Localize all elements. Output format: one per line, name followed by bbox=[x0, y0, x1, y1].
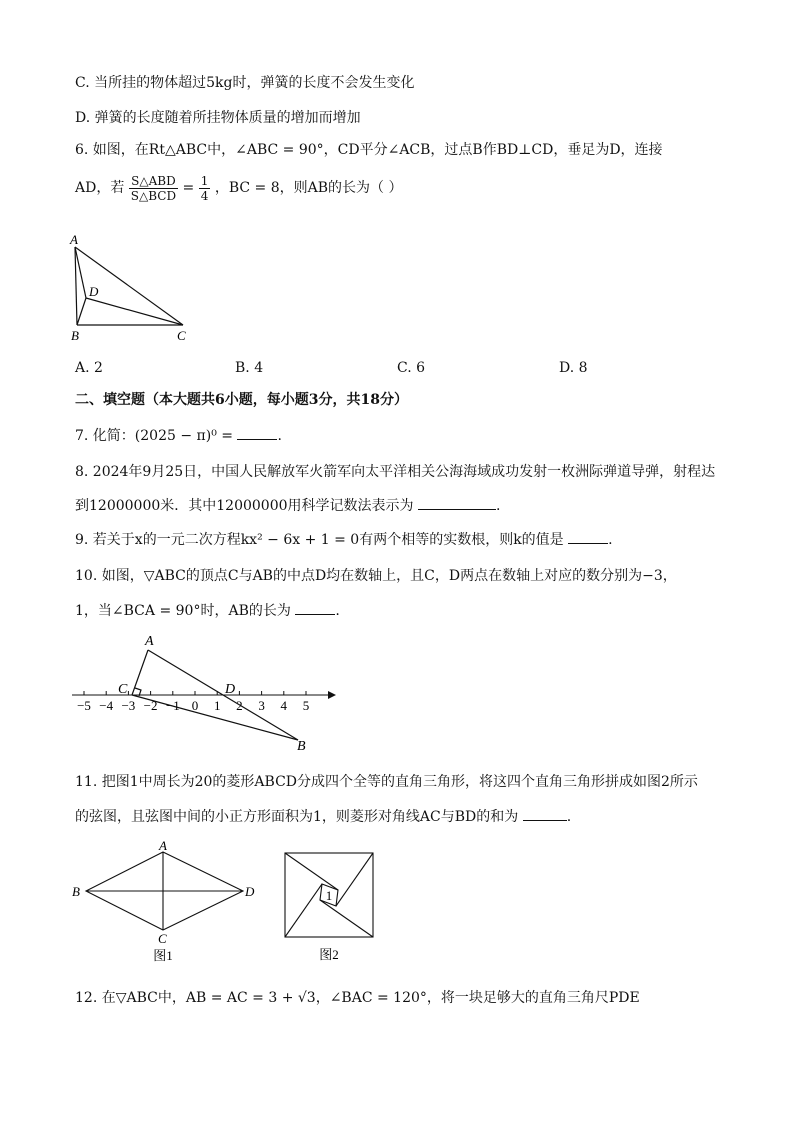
q11-line1: 11. 把图1中周长为20的菱形ABCD分成四个全等的直角三角形，将这四个直角三角形拼成如图2所示 bbox=[75, 774, 698, 790]
q8-end: . bbox=[495, 498, 501, 514]
q9-answer-blank[interactable] bbox=[568, 529, 608, 544]
q11-fig1-label-b: B bbox=[72, 884, 80, 899]
q10-line2 bbox=[75, 600, 340, 621]
tick-label: −2 bbox=[143, 698, 158, 713]
q8-answer-blank[interactable] bbox=[418, 495, 496, 510]
q10-end: . bbox=[335, 603, 340, 619]
q11-fig1-label-c: C bbox=[158, 931, 167, 946]
q6-frac-den: S△BCD bbox=[130, 188, 177, 203]
q12-line: 12. 在▽ABC中，AB = AC = 3 + √3，∠BAC = 120°，将一块足够大的直角三角尺PDE bbox=[75, 990, 640, 1006]
q6-pre: AD，若 bbox=[75, 180, 125, 196]
q9-line bbox=[75, 529, 613, 550]
q6-value-fraction bbox=[199, 174, 211, 203]
q11-fig2-center-label: 1 bbox=[325, 888, 333, 903]
tick-label: −5 bbox=[77, 698, 91, 713]
q6-label-c: C bbox=[177, 328, 186, 343]
tick-label: 1 bbox=[213, 698, 221, 713]
q11-figure1 bbox=[68, 838, 268, 968]
q7-text: 7. 化简：(2025 − π)⁰ = bbox=[75, 428, 233, 444]
q10-text: 1，当∠BCA = 90°时，AB的长为 bbox=[75, 603, 291, 619]
q11-figure2 bbox=[280, 848, 380, 968]
tick-label: 4 bbox=[280, 698, 288, 713]
q10-answer-blank[interactable] bbox=[295, 600, 335, 615]
tick-label: 0 bbox=[191, 698, 199, 713]
q10-label-c: C bbox=[118, 682, 128, 697]
q6-post: ，BC = 8，则AB的长为（ ） bbox=[214, 180, 403, 196]
q6-line1: 6. 如图，在Rt△ABC中，∠ABC = 90°，CD平分∠ACB，过点B作BD⊥CD，垂足为D，连接 bbox=[75, 142, 663, 158]
q11-fig2-caption: 图2 bbox=[319, 947, 339, 962]
q11-answer-blank[interactable] bbox=[523, 806, 567, 821]
q6-area-fraction bbox=[129, 174, 178, 203]
q11-end: . bbox=[566, 809, 572, 825]
number-line-tick-labels bbox=[77, 698, 309, 713]
q10-label-d: D bbox=[225, 682, 236, 697]
q7-end: . bbox=[277, 428, 282, 444]
q8-line2 bbox=[75, 495, 500, 516]
q6-label-d: D bbox=[89, 284, 99, 299]
q6-figure bbox=[65, 230, 205, 345]
q9-end: . bbox=[608, 532, 613, 548]
tick-label: −1 bbox=[165, 698, 180, 713]
tick-label: −3 bbox=[121, 698, 136, 713]
tick-label: 5 bbox=[302, 698, 310, 713]
q6-option-b[interactable]: B. 4 bbox=[235, 360, 264, 376]
q11-fig1-caption: 图1 bbox=[153, 948, 173, 963]
q6-eq: = bbox=[182, 180, 195, 196]
q6-option-c[interactable]: C. 6 bbox=[397, 360, 426, 376]
q6-frac-num: S△ABD bbox=[129, 174, 178, 189]
q6-option-a[interactable]: A. 2 bbox=[75, 360, 103, 376]
option-c-text: C. 当所挂的物体超过5kg时，弹簧的长度不会发生变化 bbox=[75, 75, 415, 91]
q6-val-num: 1 bbox=[200, 173, 209, 188]
q6-options bbox=[75, 360, 715, 380]
q6-option-d[interactable]: D. 8 bbox=[559, 360, 588, 376]
tick-label: 3 bbox=[258, 698, 265, 713]
q11-line2 bbox=[75, 806, 571, 827]
q10-figure bbox=[66, 630, 346, 755]
tick-label: −4 bbox=[99, 698, 114, 713]
q10-label-a: A bbox=[145, 634, 154, 649]
q8-text: 到12000000米．其中12000000用科学记数法表示为 bbox=[75, 498, 414, 514]
option-d-text: D. 弹簧的长度随着所挂物体质量的增加而增加 bbox=[75, 110, 361, 126]
q10-label-b: B bbox=[297, 739, 306, 754]
q11-fig1-label-a: A bbox=[159, 838, 167, 853]
q6-label-b: B bbox=[71, 328, 79, 343]
tick-label: 2 bbox=[236, 698, 243, 713]
q11-text: 的弦图，且弦图中间的小正方形面积为1，则菱形对角线AC与BD的和为 bbox=[75, 809, 519, 825]
q8-line1: 8. 2024年9月25日，中国人民解放军火箭军向太平洋相关公海海域成功发射一枚洲际弹道导弹，射程达 bbox=[75, 464, 716, 480]
q7-line bbox=[75, 425, 282, 446]
q10-line1: 10. 如图，▽ABC的顶点C与AB的中点D均在数轴上，且C，D两点在数轴上对应的数分别为−3， bbox=[75, 568, 677, 584]
q11-fig1-label-d: D bbox=[245, 884, 255, 899]
q6-label-a: A bbox=[70, 232, 78, 247]
q9-text: 9. 若关于x的一元二次方程kx² − 6x + 1 = 0有两个相等的实数根，则k的值是 bbox=[75, 532, 564, 548]
q7-answer-blank[interactable] bbox=[237, 425, 277, 440]
number-line-arrow-icon bbox=[328, 691, 336, 699]
q6-val-den: 4 bbox=[200, 188, 209, 203]
section-heading: 二、填空题（本大题共6小题，每小题3分，共18分） bbox=[75, 392, 408, 408]
q6-line2 bbox=[75, 172, 402, 212]
